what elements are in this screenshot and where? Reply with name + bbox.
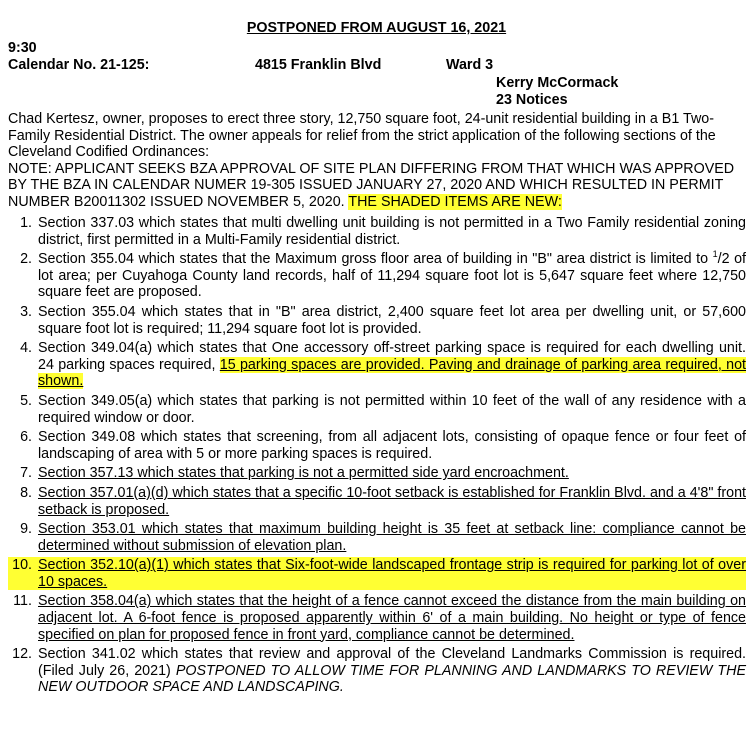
item-number: 5.: [20, 392, 32, 409]
item-number: 2.: [20, 251, 32, 268]
description-paragraph: Chad Kertesz, owner, proposes to erect three story, 12,750 square foot, 24-unit residential building in a B1 Two-Family Residential District. The owner appeals for relief from the strict application of the following sections of the Cleveland Codified Ordinances:: [8, 111, 716, 161]
shaded-notice: THE SHADED ITEMS ARE NEW:: [348, 193, 562, 210]
item-text: [38, 485, 746, 518]
councilmember-name: Kerry McCormack: [496, 75, 619, 91]
section-list: [8, 215, 746, 699]
item-text-part: Section 341.02 which states that review and approval of the Cleveland Landmarks Commission is required. (Filed July 26, 2021): [38, 646, 746, 679]
list-item: [8, 593, 746, 643]
item-text: Section 349.08 which states that screening, from all adjacent lots, consisting of opaque fence or four feet of landscaping of area with 5 or more parking spaces is required.: [38, 429, 746, 462]
list-item: [8, 304, 746, 337]
list-item: [8, 521, 746, 554]
item-text: [38, 557, 746, 590]
list-item: [8, 393, 746, 426]
item-text-part: /2 of lot area; per Cuyahoga County land records, half of 11,294 square foot lot is 5,647 square feet where 12,750 square feet are proposed.: [38, 251, 746, 301]
list-item: [8, 485, 746, 518]
item-number: 3.: [20, 303, 32, 320]
item-text: [38, 646, 746, 696]
note-text: NOTE: APPLICANT SEEKS BZA APPROVAL OF SITE PLAN DIFFERING FROM THAT WHICH WAS APPROVED BY THE BZA IN CALENDAR NUMER 19-305 ISSUED JANUARY 27, 2020 AND WHICH RESULTED IN PERMIT NUMBER B20011302 ISSUED NOVEMBER 5, 2020.: [8, 160, 735, 210]
postponement-note: POSTPONED TO ALLOW TIME FOR PLANNING AND LANDMARKS TO REVIEW THE NEW OUTDOOR SPACE AND LANDSCAPING.: [38, 662, 746, 696]
fraction-numerator: 1: [712, 249, 718, 260]
underlined-text: Section 357.13 which states that parking is not a permitted side yard encroachment.: [38, 465, 569, 482]
item-number: 10.: [12, 557, 32, 574]
item-text: [38, 340, 746, 390]
list-item: [8, 646, 746, 696]
item-text: [38, 593, 746, 643]
item-number: 1.: [20, 215, 32, 231]
ward-label: Ward 3: [446, 57, 494, 73]
page-title: POSTPONED FROM AUGUST 16, 2021: [246, 20, 507, 36]
underlined-text: Section 353.01 which states that maximum building height is 35 feet at setback line: compliance cannot be determined without submission of elevation plan.: [38, 521, 746, 554]
item-text: [38, 521, 746, 554]
item-text: [38, 465, 746, 482]
calendar-number: Calendar No. 21-125:: [8, 57, 150, 73]
underlined-text: Section 357.01(a)(d) which states that a specific 10-foot setback is established for Franklin Blvd. and a 4'8" front setback is proposed.: [38, 484, 746, 518]
item-text: Section 355.04 which states that in "B" area district, 2,400 square feet lot area per dwelling unit, or 57,600 square foot lot is required; 11,294 square foot lot is provided.: [38, 303, 746, 337]
intro-section: [8, 111, 743, 211]
notices-count: 23 Notices: [496, 92, 568, 108]
item-text: Section 349.05(a) which states that parking is not permitted within 10 feet of the wall of any residence with a required window or door.: [38, 392, 746, 426]
item-number: 7.: [20, 465, 32, 482]
item-number: 11.: [13, 593, 32, 610]
list-item: [8, 465, 746, 482]
item-text-part: Section 349.04(a) which states that One accessory off-street parking space is required for each dwelling unit. 24 parking spaces required,: [38, 340, 746, 373]
list-item-shaded: [8, 557, 746, 590]
list-item: [8, 340, 746, 390]
property-address: 4815 Franklin Blvd: [255, 57, 382, 73]
item-number: 9.: [20, 521, 32, 538]
item-number: 8.: [20, 484, 32, 501]
list-item: [8, 251, 746, 301]
item-number: 4.: [20, 340, 32, 357]
underlined-text: Section 352.10(a)(1) which states that Six-foot-wide landscaped frontage strip is required for parking lot of over 10 spaces.: [38, 557, 746, 590]
item-text: Section 337.03 which states that multi dwelling unit building is not permitted in a Two Family residential zoning district, first permitted in a Multi-Family residential district.: [38, 215, 746, 248]
item-number: 6.: [20, 429, 32, 446]
hearing-time: 9:30: [8, 40, 37, 56]
list-item: [8, 429, 746, 462]
underlined-text: Section 358.04(a) which states that the height of a fence cannot exceed the distance from the main building on adjacent lot. A 6-foot fence is proposed apparently within 6' of a main building. No height or type of fence specified on plan for proposed fence in front yard, compliance cannot be determined.: [38, 593, 746, 643]
item-text-part: Section 355.04 which states that the Maximum gross floor area of building in "B" area district is limited to: [38, 251, 713, 268]
shaded-new-text: 15 parking spaces are provided. Paving and drainage of parking area required, not shown.: [38, 356, 746, 390]
list-item: [8, 215, 746, 248]
note-paragraph: [8, 161, 743, 211]
item-text: [38, 251, 746, 301]
item-number: 12.: [12, 646, 32, 663]
